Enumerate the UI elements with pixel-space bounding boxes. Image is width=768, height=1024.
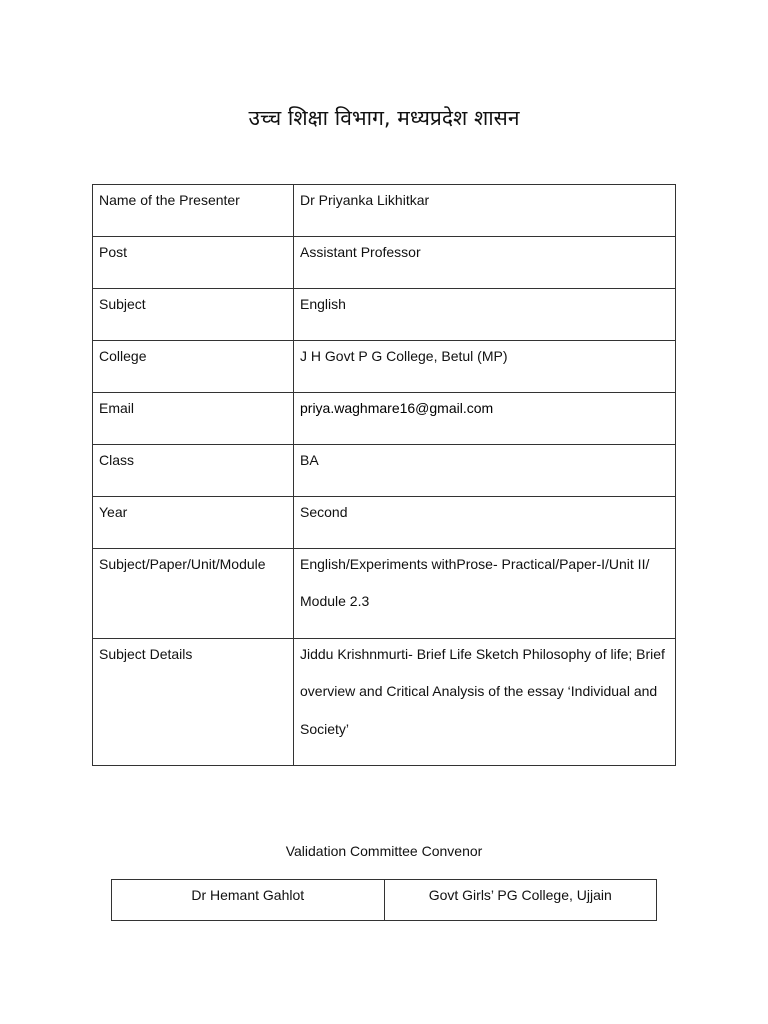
value-email bbox=[294, 393, 676, 445]
table-row bbox=[93, 185, 676, 237]
label-class: Class bbox=[93, 445, 294, 497]
label-email: Email bbox=[93, 393, 294, 445]
label-subject-details: Subject Details bbox=[93, 639, 294, 766]
committee-caption: Validation Committee Convenor bbox=[285, 843, 483, 859]
value-subject: English bbox=[294, 289, 676, 341]
value-class: BA bbox=[294, 445, 676, 497]
label-subject-paper-unit-module: Subject/Paper/Unit/Module bbox=[93, 549, 294, 639]
value-subject-details-text: Jiddu Krishnmurti- Brief Life Sketch Philosophy of life; Brief overview and Critical Analysis of the essay ‘Individual and Society’ bbox=[300, 645, 665, 737]
presenter-details-table bbox=[92, 184, 676, 766]
value-post: Assistant Professor bbox=[294, 237, 676, 289]
table-row bbox=[112, 880, 657, 921]
value-subject-paper-unit-module-text: English/Experiments withProse- Practical/Paper-I/Unit II/ Module 2.3 bbox=[300, 555, 650, 609]
table-row bbox=[93, 639, 676, 766]
email-link[interactable]: priya.waghmare16@gmail.com bbox=[300, 400, 494, 416]
committee-table bbox=[111, 879, 657, 921]
table-row bbox=[93, 237, 676, 289]
table-row bbox=[93, 341, 676, 393]
table-row bbox=[93, 393, 676, 445]
table-row bbox=[93, 549, 676, 639]
table-row bbox=[93, 445, 676, 497]
label-year: Year bbox=[93, 497, 294, 549]
label-subject: Subject bbox=[93, 289, 294, 341]
label-college: College bbox=[93, 341, 294, 393]
table-row bbox=[93, 497, 676, 549]
value-college: J H Govt P G College, Betul (MP) bbox=[294, 341, 676, 393]
label-post: Post bbox=[93, 237, 294, 289]
value-subject-details bbox=[294, 639, 676, 766]
convenor-name: Dr Hemant Gahlot bbox=[112, 880, 385, 921]
value-year: Second bbox=[294, 497, 676, 549]
value-subject-paper-unit-module bbox=[294, 549, 676, 639]
convenor-college: Govt Girls’ PG College, Ujjain bbox=[384, 880, 657, 921]
page-title: उच्च शिक्षा विभाग, मध्यप्रदेश शासन bbox=[248, 106, 520, 130]
label-presenter-name: Name of the Presenter bbox=[93, 185, 294, 237]
table-row bbox=[93, 289, 676, 341]
value-presenter-name: Dr Priyanka Likhitkar bbox=[294, 185, 676, 237]
